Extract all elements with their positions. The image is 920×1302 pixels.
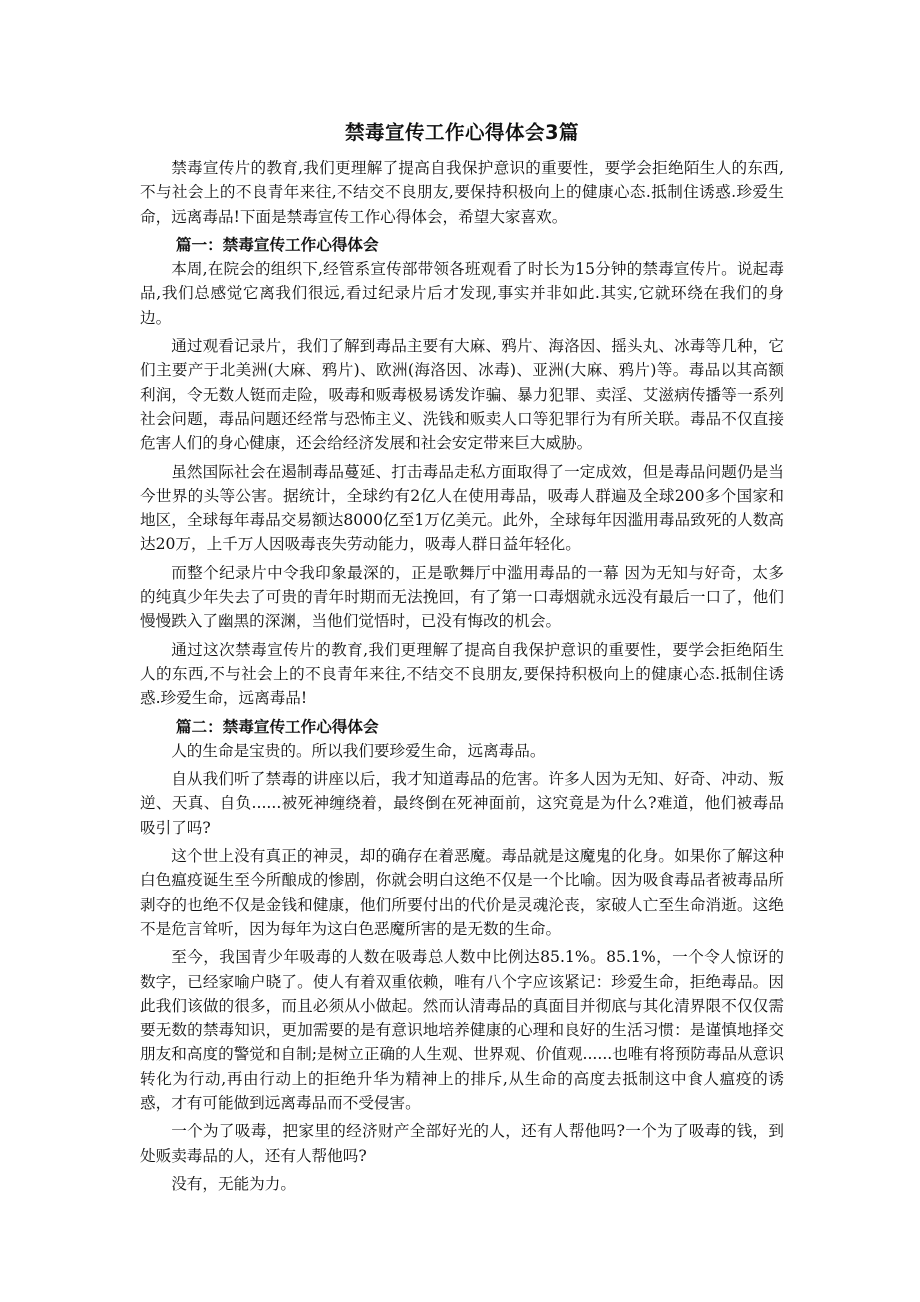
section-2-paragraph: 这个世上没有真正的神灵，却的确存在着恶魔。毒品就是这魔鬼的化身。如果你了解这种白色瘟疫诞生至今所酿成的惨剧，你就会明白这绝不仅是一个比喻。因为吸食毒品者被毒品所剥夺的也绝不仅是金钱和健康，他们所要付出的代价是灵魂沦丧，家破人亡至生命消逝。这绝不是危言耸听，因为每年为这白色恶魔所害的是无数的生命。 [140, 847, 784, 938]
section-1-paragraph: 通过观看记录片，我们了解到毒品主要有大麻、鸦片、海洛因、摇头丸、冰毒等几种，它们主要产于北美洲(大麻、鸦片)、欧洲(海洛因、冰毒)、亚洲(大麻、鸦片)等。毒品以其高额利润，令无数人铤而走险，吸毒和贩毒极易诱发诈骗、暴力犯罪、卖淫、艾滋病传播等一系列社会问题，毒品问题还经常与恐怖主义、洗钱和贩卖人口等犯罪行为有所关联。毒品不仅直接危害人们的身心健康，还会给经济发展和社会安定带来巨大威胁。 [140, 337, 784, 453]
section-2-paragraph: 人的生命是宝贵的。所以我们要珍爱生命，远离毒品。 [171, 741, 546, 760]
document-page [140, 118, 784, 1200]
document-title: 禁毒宣传工作心得体会3篇 [344, 121, 580, 144]
intro-paragraph: 禁毒宣传片的教育,我们更理解了提高自我保护意识的重要性，要学会拒绝陌生人的东西,不与社会上的不良青年来往,不结交不良朋友,要保持积极向上的健康心态.抵制住诱惑.珍爱生命，远离毒品!下面是禁毒宣传工作心得体会，希望大家喜欢。 [140, 159, 784, 226]
section-1-paragraph: 本周,在院会的组织下,经管系宣传部带领各班观看了时长为15分钟的禁毒宣传片。说起毒品,我们总感觉它离我们很远,看过纪录片后才发现,事实并非如此.其实,它就环绕在我们的身边。 [140, 260, 784, 327]
section-2-body [140, 739, 784, 1196]
section-1-heading: 篇一：禁毒宣传工作心得体会 [175, 235, 379, 254]
section-1-body [140, 257, 784, 710]
section-2-paragraph: 没有，无能为力。 [171, 1174, 296, 1193]
section-2-heading: 篇二：禁毒宣传工作心得体会 [175, 717, 379, 736]
section-1-paragraph: 而整个纪录片中令我印象最深的，正是歌舞厅中滥用毒品的一幕 因为无知与好奇，太多的纯真少年失去了可贵的青年时期而无法挽回，有了第一口毒烟就永远没有最后一口了，他们慢慢跌入了幽黑的深渊，当他们觉悟时，已没有悔改的机会。 [140, 563, 784, 631]
section-1-paragraph: 通过这次禁毒宣传片的教育,我们更理解了提高自我保护意识的重要性，要学会拒绝陌生人的东西,不与社会上的不良青年来往,不结交不良朋友,要保持积极向上的健康心态.抵制住诱惑.珍爱生命，远离毒品! [140, 640, 784, 708]
section-2-paragraph: 自从我们听了禁毒的讲座以后，我才知道毒品的危害。许多人因为无知、好奇、冲动、叛逆、天真、自负......被死神缠绕着，最终倒在死神面前，这究竟是为什么?难道，他们被毒品吸引了吗? [140, 770, 784, 837]
section-1-paragraph: 虽然国际社会在遏制毒品蔓延、打击毒品走私方面取得了一定成效，但是毒品问题仍是当今世界的头等公害。据统计，全球约有2亿人在使用毒品，吸毒人群遍及全球200多个国家和地区，全球每年毒品交易额达8000亿至1万亿美元。此外，全球每年因滥用毒品致死的人数高达20万，上千万人因吸毒丧失劳动能力，吸毒人群日益年轻化。 [140, 462, 784, 554]
section-2-paragraph: 一个为了吸毒，把家里的经济财产全部好光的人，还有人帮他吗?一个为了吸毒的钱，到处贩卖毒品的人，还有人帮他吗? [140, 1122, 784, 1165]
section-2-paragraph: 至今，我国青少年吸毒的人数在吸毒总人数中比例达85.1%。85.1%，一个令人惊讶的数字，已经家喻户晓了。使人有着双重依赖，唯有八个字应该紧记：珍爱生命，拒绝毒品。因此我们该做的很多，而且必须从小做起。然而认清毒品的真面目并彻底与其化清界限不仅仅需要无数的禁毒知识，更加需要的是有意识地培养健康的心理和良好的生活习惯：是谨慎地择交朋友和高度的警觉和自制;是树立正确的人生观、世界观、价值观......也唯有将预防毒品从意识转化为行动,再由行动上的拒绝升华为精神上的排斥,从生命的高度去抵制这中食人瘟疫的诱惑，才有可能做到远离毒品而不受侵害。 [140, 948, 784, 1112]
